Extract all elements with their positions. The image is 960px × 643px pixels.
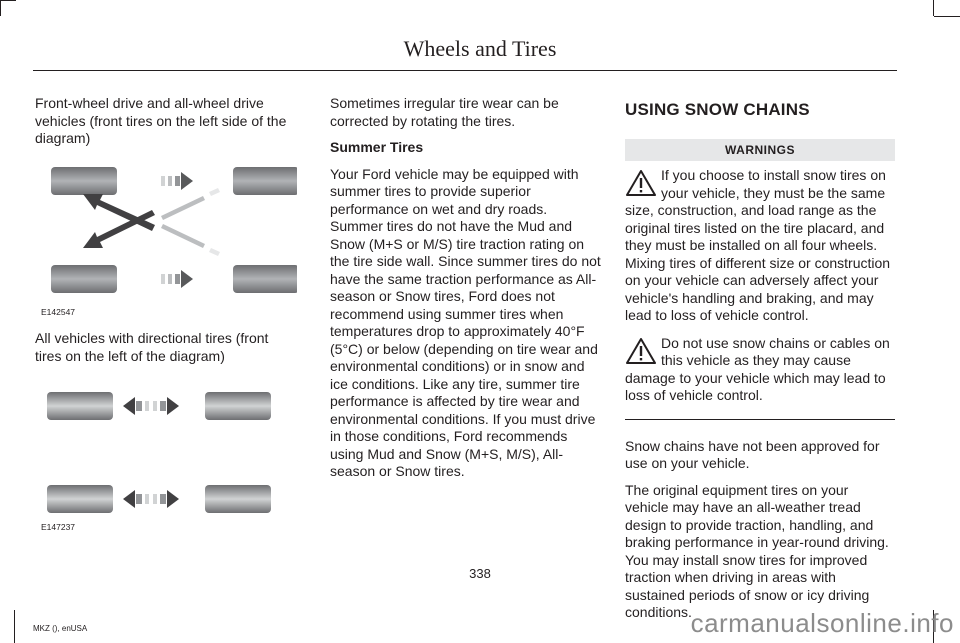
footer-doc-code: MKZ (), enUSA — [33, 624, 88, 633]
rotation-diagram-directional — [35, 385, 297, 535]
tire-rear-right — [205, 485, 271, 513]
tire-rear-right — [233, 265, 297, 293]
crop-mark — [14, 610, 15, 643]
tire-rear-left — [233, 167, 297, 195]
arrow-rear-to-front-bottom — [161, 270, 193, 288]
column-left — [35, 95, 297, 157]
tire-front-right — [51, 265, 117, 293]
rotation-diagram-svg — [35, 160, 297, 310]
tire-rear-left — [205, 392, 271, 420]
swap-arrow-top — [123, 397, 179, 415]
crop-mark — [934, 16, 960, 17]
column-right — [625, 95, 895, 631]
warnings-bar: WARNINGS — [625, 139, 895, 162]
tire-front-left — [47, 392, 113, 420]
page-number: 338 — [469, 566, 491, 581]
directional-diagram-svg — [35, 385, 297, 520]
crop-mark — [0, 0, 16, 1]
cross-arrow-down — [83, 210, 220, 256]
crop-mark — [933, 0, 934, 16]
warning-triangle-icon — [625, 169, 657, 197]
directional-caption: All vehicles with directional tires (front tires on the left of the diagram) — [35, 330, 269, 364]
warnings-end-rule — [625, 419, 895, 420]
header-rule — [33, 70, 897, 71]
summer-tires-body: Your Ford vehicle may be equipped with summer tires to provide superior performance on wet and dry roads. Summer tires do not have the Mud and Snow (M+S or M/S) tire traction rating on the tire side wall. Since summer tires do not have the same traction performance as All-season or Snow tires, Ford does not recommend using summer tires when temperatures drop to approximately 40°F (5°C) or below (depending on tire wear and environmental conditions) or in snow and ice conditions. Like any tire, summer tire performance is affected by tire wear and environmental conditions. If you must drive in those conditions, Ford recommends using Mud and Snow (M+S, M/S), All-season or Snow tires. — [330, 165, 601, 479]
figure-code: E147237 — [41, 522, 76, 532]
warning-snow-tires — [625, 167, 895, 325]
column-middle — [330, 95, 602, 490]
warning-triangle-icon — [625, 337, 657, 365]
section-title: USING SNOW CHAINS — [625, 100, 810, 119]
crop-mark — [0, 0, 1, 16]
rotation-note: Sometimes irregular tire wear can be corrected by rotating the tires. — [330, 95, 559, 129]
rotation-diagram-fwd-awd — [35, 160, 297, 320]
arrow-rear-to-front-top — [161, 172, 193, 190]
figure-code: E142547 — [41, 307, 76, 317]
fwd-awd-caption: Front-wheel drive and all-wheel drive vehicles (front tires on the left side of the diagram) — [35, 95, 287, 146]
column-left-lower — [35, 330, 297, 374]
page-header-title: Wheels and Tires — [403, 36, 557, 61]
snow-chains-note: Snow chains have not been approved for use on your vehicle. — [625, 437, 880, 471]
warning-text: If you choose to install snow tires on your vehicle, they must be the same size, construction, and load range as the original tires listed on the tire placard, and they must be installed on all four wheels. Mixing tires of different size or construction on your vehicle can adversely affect your vehicle's handling and braking, and may lead to loss of vehicle control. — [625, 167, 891, 323]
summer-tires-heading: Summer Tires — [330, 139, 424, 155]
snow-tires-note: The original equipment tires on your vehicle may have an all-weather tread design to provide traction, handling, and braking performance in year-round driving. You may install snow tires for improved traction when driving in areas with sustained periods of snow or icy driving conditions. — [625, 481, 889, 620]
warning-snow-chains — [625, 335, 895, 405]
tire-front-right — [47, 485, 113, 513]
watermark: carmanualsonline.info — [690, 608, 954, 638]
warning-text: Do not use snow chains or cables on this vehicle as they may cause damage to your vehicle which may lead to loss of vehicle control. — [625, 334, 890, 403]
swap-arrow-bottom — [123, 490, 179, 508]
tire-front-left — [51, 167, 117, 195]
